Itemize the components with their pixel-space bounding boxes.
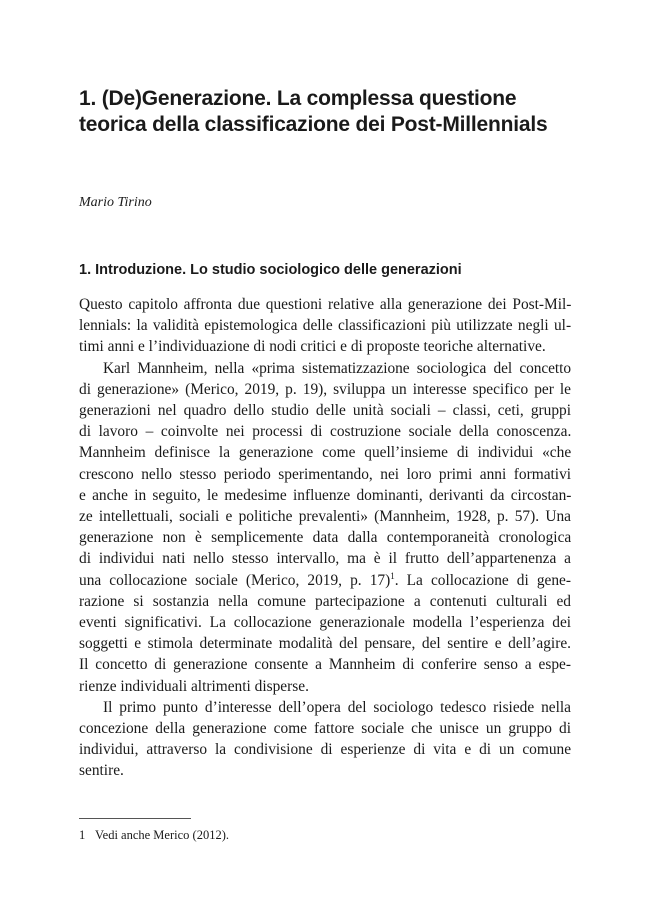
text-line: crescono nello stesso periodo sperimentando, nei loro primi anni formativi xyxy=(79,465,572,483)
text-segment: . La collocazione di gene- xyxy=(394,571,572,589)
text-line: di individui nati nello stesso intervallo, ma è il frutto dell’appartenenza a xyxy=(79,550,571,568)
section-heading: 1. Introduzione. Lo studio sociologico delle generazioni xyxy=(79,262,462,278)
text-line: Mannheim definisce la generazione come quell’insieme di individui «che xyxy=(79,444,572,462)
paragraph xyxy=(79,294,571,358)
text-line-with-footnote xyxy=(79,570,571,591)
text-line: lennials: la validità epistemologica delle classificazioni più utilizzate negli ul- xyxy=(79,317,572,335)
text-line: timi anni e l’individuazione di nodi critici e di proposte teoriche alternative. xyxy=(79,338,546,356)
text-line: razione si sostanzia nella comune partecipazione a contenuti culturali ed xyxy=(79,592,571,610)
text-line: Questo capitolo affronta due questioni relative alla generazione dei Post-Mil- xyxy=(79,296,572,313)
text-line: individui, attraverso la condivisione di esperienze di vita e di un comune xyxy=(79,741,572,759)
text-line: sentire. xyxy=(79,762,124,780)
footnote-divider xyxy=(79,818,191,819)
chapter-title-line: 1. (De)Generazione. La complessa questione xyxy=(79,87,517,110)
text-line: concezione della generazione come fattore sociale che unisce un gruppo di xyxy=(79,720,571,738)
text-line: Il primo punto d’interesse dell’opera del sociologo tedesco risiede nella xyxy=(103,698,571,716)
text-line: soggetti e stimola determinate modalità del pensare, del sentire e dell’agire. xyxy=(79,635,571,653)
author-name: Mario Tirino xyxy=(79,195,152,210)
text-line: eventi significativi. La collocazione generazionale modella l’esperienza dei xyxy=(79,614,572,632)
chapter-title xyxy=(79,86,579,138)
chapter-title-line: teorica della classificazione dei Post-Millennials xyxy=(79,113,548,136)
footnote-text: Vedi anche Merico (2012). xyxy=(95,828,229,842)
text-line: rienze individuali altrimenti disperse. xyxy=(79,677,309,695)
text-line: Karl Mannheim, nella «prima sistematizzazione sociologica del concetto xyxy=(103,359,571,377)
text-line: di lavoro – coinvolte nei processi di costruzione sociale della conoscenza. xyxy=(79,423,572,441)
text-line: generazione non è semplicemente data dalla contemporaneità cronologica xyxy=(79,529,572,547)
footnote-reference[interactable]: 1 xyxy=(390,570,395,581)
text-line: di generazione» (Merico, 2019, p. 19), sviluppa un interesse specifico per le xyxy=(79,380,571,398)
text-line: Il concetto di generazione consente a Mannheim di conferire senso a espe- xyxy=(79,656,571,674)
text-line: e anche in seguito, le medesime influenze dominanti, derivanti da circostan- xyxy=(79,486,572,504)
text-line: ze intellettuali, sociali e politiche prevalenti» (Mannheim, 1928, p. 57). Una xyxy=(79,508,571,526)
text-segment: una collocazione sociale (Merico, 2019, p. 17) xyxy=(79,571,391,589)
paragraph xyxy=(79,697,571,782)
text-line: generazioni nel quadro dello studio delle unità sociali – classi, ceti, gruppi xyxy=(79,402,571,420)
footnote-number: 1 xyxy=(79,828,86,842)
footnote xyxy=(79,827,229,843)
paragraph xyxy=(79,358,571,697)
body-text xyxy=(79,294,571,782)
